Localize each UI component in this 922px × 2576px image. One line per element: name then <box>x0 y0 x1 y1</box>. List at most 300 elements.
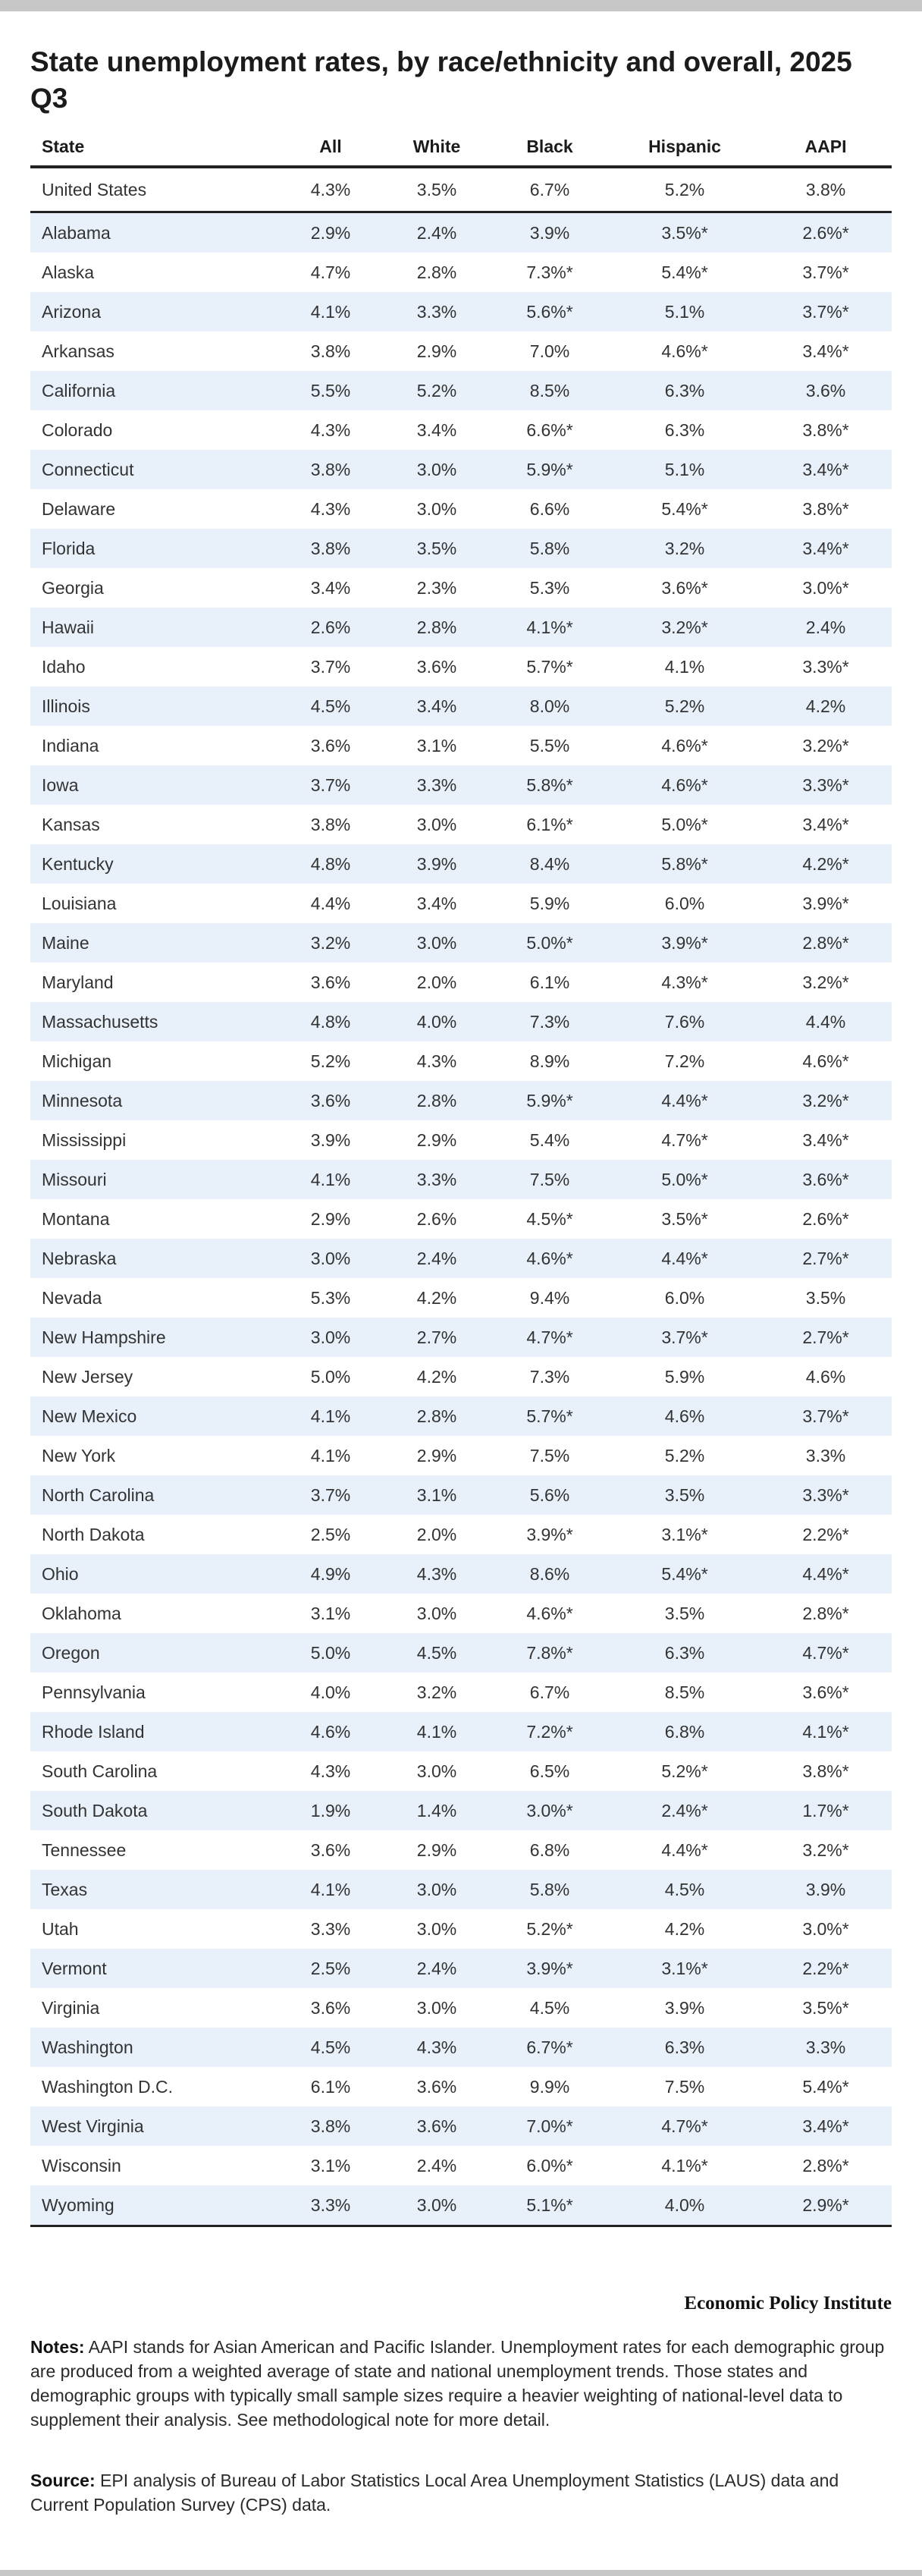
table-cell-white: 4.3% <box>416 1051 457 1071</box>
notes-label: Notes: <box>30 2337 85 2357</box>
table-cell-black: 5.9%* <box>490 450 610 489</box>
table-cell-all: 4.9% <box>278 1554 384 1594</box>
table-row <box>30 1554 892 1594</box>
table-cell-all: 3.1% <box>310 1603 351 1623</box>
table-cell-hispanic: 4.6% <box>610 1396 760 1436</box>
table-cell-black: 4.5%* <box>526 1208 573 1229</box>
table-cell-white: 3.0% <box>416 814 457 834</box>
table-cell-state: Hawaii <box>30 608 278 647</box>
notes-text: AAPI stands for Asian American and Pacific Islander. Unemployment rates for each demographic group are produced from a weighted average of state and national unemployment trends. Those states and demographic groups with typically small sample sizes require a heavier weighting of national-level data to supplement their analysis. See methodological note for more detail. <box>30 2337 885 2430</box>
table-cell-white: 3.0% <box>384 2185 490 2226</box>
table-cell-all: 3.4% <box>310 577 351 598</box>
table-cell-hispanic: 7.2% <box>664 1051 705 1071</box>
table-cell-white: 1.4% <box>384 1791 490 1830</box>
table-cell-hispanic: 6.3% <box>664 419 705 440</box>
table-cell-hispanic: 3.2% <box>610 529 760 568</box>
table-cell-hispanic: 5.2% <box>664 1445 705 1465</box>
table-cell-hispanic: 5.4%* <box>661 262 708 282</box>
table-cell-aapi: 3.8%* <box>802 498 849 519</box>
table-cell-black: 7.0% <box>529 341 570 361</box>
table-row <box>30 1120 892 1160</box>
unemployment-table <box>30 127 892 2227</box>
table-cell-white: 2.4% <box>384 1949 490 1988</box>
table-cell-white: 3.0% <box>384 450 490 489</box>
table-cell-white: 3.6% <box>384 2106 490 2146</box>
table-cell-hispanic: 5.0%* <box>661 814 708 834</box>
table-row <box>30 212 892 253</box>
table-cell-state: Arizona <box>30 292 278 331</box>
table-cell-hispanic: 6.3% <box>610 2028 760 2067</box>
table-cell-white: 3.0% <box>416 1918 457 1939</box>
table-cell-black: 6.6% <box>529 498 570 519</box>
table-row <box>30 2185 892 2226</box>
table-cell-black: 8.5% <box>490 371 610 410</box>
table-cell-state: Montana <box>42 1208 110 1229</box>
table-cell-aapi: 3.4%* <box>802 814 849 834</box>
table-row <box>30 1041 892 1081</box>
table-cell-hispanic: 4.6%* <box>661 735 708 756</box>
table-cell-black: 8.9% <box>529 1051 570 1071</box>
table-cell-all: 4.8% <box>278 844 384 884</box>
table-cell-all: 3.8% <box>310 814 351 834</box>
table-cell-black: 5.3% <box>529 577 570 598</box>
table-cell-hispanic: 8.5% <box>664 1682 705 1702</box>
table-cell-black: 5.6%* <box>490 292 610 331</box>
table-row <box>30 1870 892 1909</box>
table-cell-black: 6.7%* <box>490 2028 610 2067</box>
table-cell-white: 2.4% <box>416 2155 457 2175</box>
table-cell-all: 5.0% <box>278 1633 384 1673</box>
table-cell-all: 3.1% <box>310 2155 351 2175</box>
table-cell-all: 4.3% <box>310 498 351 519</box>
table-cell-black: 8.0% <box>490 686 610 726</box>
source-label: Source: <box>30 2471 96 2490</box>
table-cell-black: 3.9%* <box>490 1949 610 1988</box>
table-cell-white: 4.3% <box>384 2028 490 2067</box>
table-row <box>30 450 892 489</box>
table-cell-aapi: 4.4%* <box>760 1554 892 1594</box>
table-cell-state: Connecticut <box>30 450 278 489</box>
table-cell-white: 2.9% <box>416 1445 457 1465</box>
table-cell-all: 2.5% <box>278 1949 384 1988</box>
table-cell-white: 3.3% <box>384 1160 490 1199</box>
table-cell-hispanic: 4.7%* <box>610 2106 760 2146</box>
table-cell-black: 7.5% <box>529 1445 570 1465</box>
table-cell-white: 2.8% <box>384 608 490 647</box>
table-cell-state: Louisiana <box>42 893 117 913</box>
table-cell-all: 4.1% <box>310 1445 351 1465</box>
table-cell-all: 2.5% <box>310 1524 351 1544</box>
table-cell-black: 4.6%* <box>490 1239 610 1278</box>
table-cell-aapi: 3.2%* <box>802 972 849 992</box>
table-cell-state: Arkansas <box>42 341 114 361</box>
table-cell-aapi: 3.5% <box>805 1287 846 1308</box>
table-cell-aapi: 3.6%* <box>802 1682 849 1702</box>
table-cell-aapi: 3.6% <box>760 371 892 410</box>
table-cell-all: 3.6% <box>310 1997 351 2018</box>
table-cell-black: 8.6% <box>490 1554 610 1594</box>
table-row <box>30 1081 892 1120</box>
table-cell-hispanic: 4.4%* <box>610 1239 760 1278</box>
table-cell-aapi: 2.2%* <box>802 1524 849 1544</box>
table-cell-state: California <box>30 371 278 410</box>
table-cell-hispanic: 5.9% <box>664 1366 705 1387</box>
table-cell-all: 3.6% <box>310 735 351 756</box>
table-cell-white: 3.6% <box>416 2076 457 2097</box>
table-cell-black: 6.5% <box>529 1761 570 1781</box>
table-cell-state: Alabama <box>30 212 278 253</box>
table-cell-white: 3.5% <box>384 529 490 568</box>
table-row <box>30 2106 892 2146</box>
table-cell-state: Colorado <box>42 419 113 440</box>
chart-title: State unemployment rates, by race/ethnicity and overall, 2025 Q3 <box>30 46 852 114</box>
table-cell-black: 5.5% <box>529 735 570 756</box>
table-row <box>30 1318 892 1357</box>
table-cell-aapi: 2.7%* <box>760 1239 892 1278</box>
table-cell-state: Virginia <box>42 1997 100 2018</box>
table-row <box>30 371 892 410</box>
table-cell-white: 2.8% <box>384 1081 490 1120</box>
column-header-black: Black <box>490 127 610 167</box>
table-cell-state: Minnesota <box>30 1081 278 1120</box>
table-cell-black: 4.5% <box>529 1997 570 2018</box>
table-cell-black: 7.3% <box>490 1002 610 1041</box>
table-cell-hispanic: 4.1%* <box>661 2155 708 2175</box>
table-cell-state: Alaska <box>42 262 95 282</box>
table-cell-all: 4.1% <box>278 1870 384 1909</box>
table-row <box>30 1673 892 1712</box>
table-cell-state: North Carolina <box>30 1475 278 1515</box>
table-cell-aapi: 3.7%* <box>802 262 849 282</box>
table-cell-white: 3.3% <box>384 292 490 331</box>
table-cell-all: 3.3% <box>278 2185 384 2226</box>
table-cell-hispanic: 6.0% <box>664 893 705 913</box>
table-cell-aapi: 3.2%* <box>802 735 849 756</box>
table-cell-aapi: 3.8% <box>760 167 892 212</box>
table-cell-aapi: 3.8%* <box>802 419 849 440</box>
table-row <box>30 1002 892 1041</box>
table-cell-hispanic: 5.2% <box>610 686 760 726</box>
table-cell-state: Delaware <box>42 498 116 519</box>
table-cell-hispanic: 6.3% <box>610 1633 760 1673</box>
table-cell-aapi: 2.6%* <box>760 212 892 253</box>
table-cell-all: 4.3% <box>278 167 384 212</box>
table-cell-aapi: 3.3%* <box>802 656 849 677</box>
column-header-aapi: AAPI <box>760 127 892 167</box>
table-row <box>30 1396 892 1436</box>
table-cell-all: 5.5% <box>278 371 384 410</box>
table-row <box>30 1712 892 1751</box>
table-row <box>30 884 892 923</box>
table-cell-state: Kansas <box>42 814 100 834</box>
table-cell-black: 9.4% <box>529 1287 570 1308</box>
table-cell-white: 3.1% <box>384 1475 490 1515</box>
table-cell-state: Washington D.C. <box>42 2076 173 2097</box>
table-row <box>30 963 892 1002</box>
table-cell-black: 5.0%* <box>490 923 610 963</box>
table-cell-white: 2.8% <box>384 1396 490 1436</box>
table-cell-all: 4.5% <box>278 686 384 726</box>
table-cell-state: Tennessee <box>42 1839 127 1860</box>
table-row <box>30 2028 892 2067</box>
table-cell-hispanic: 4.4%* <box>610 1081 760 1120</box>
table-cell-white: 2.9% <box>416 1129 457 1150</box>
table-cell-all: 5.3% <box>310 1287 351 1308</box>
table-cell-state: Maine <box>30 923 278 963</box>
table-cell-black: 6.8% <box>529 1839 570 1860</box>
table-cell-black: 5.2%* <box>526 1918 573 1939</box>
table-cell-white: 3.0% <box>416 1997 457 2018</box>
table-cell-hispanic: 5.2%* <box>661 1761 708 1781</box>
table-cell-white: 5.2% <box>384 371 490 410</box>
table-cell-aapi: 2.6%* <box>802 1208 849 1229</box>
table-cell-state: Rhode Island <box>30 1712 278 1751</box>
table-cell-black: 3.9%* <box>526 1524 573 1544</box>
table-cell-state: Mississippi <box>42 1129 127 1150</box>
table-cell-aapi: 4.2%* <box>760 844 892 884</box>
table-cell-hispanic: 3.5% <box>610 1475 760 1515</box>
table-cell-state: Indiana <box>42 735 99 756</box>
table-cell-all: 3.8% <box>278 2106 384 2146</box>
table-cell-state: Michigan <box>42 1051 112 1071</box>
table-cell-aapi: 2.8%* <box>802 2155 849 2175</box>
table-cell-aapi: 2.7%* <box>760 1318 892 1357</box>
source-paragraph <box>30 2468 892 2517</box>
table-cell-hispanic: 5.0%* <box>610 1160 760 1199</box>
table-cell-white: 3.4% <box>416 419 457 440</box>
table-cell-aapi: 3.5%* <box>802 1997 849 2018</box>
table-cell-aapi: 4.1%* <box>760 1712 892 1751</box>
table-cell-black: 3.9% <box>490 212 610 253</box>
column-header-white: White <box>384 127 490 167</box>
table-cell-hispanic: 5.2% <box>610 167 760 212</box>
table-cell-black: 7.0%* <box>490 2106 610 2146</box>
table-cell-aapi: 4.2% <box>760 686 892 726</box>
table-cell-white: 3.0% <box>416 1761 457 1781</box>
table-cell-hispanic: 6.0% <box>664 1287 705 1308</box>
table-cell-aapi: 2.8%* <box>760 923 892 963</box>
table-cell-hispanic: 5.4%* <box>610 1554 760 1594</box>
table-cell-state: Georgia <box>42 577 104 598</box>
table-cell-all: 3.9% <box>310 1129 351 1150</box>
table-cell-black: 7.3%* <box>526 262 573 282</box>
table-cell-black: 6.7% <box>529 1682 570 1702</box>
table-cell-all: 3.0% <box>278 1318 384 1357</box>
table-cell-black: 6.0%* <box>526 2155 573 2175</box>
table-cell-black: 5.8% <box>490 1870 610 1909</box>
table-cell-hispanic: 4.3%* <box>661 972 708 992</box>
table-cell-aapi: 3.3%* <box>760 1475 892 1515</box>
table-cell-aapi: 3.4%* <box>802 1129 849 1150</box>
summary-row-united-states <box>30 167 892 212</box>
table-row <box>30 923 892 963</box>
table-cell-white: 2.0% <box>416 1524 457 1544</box>
table-cell-black: 5.9% <box>529 893 570 913</box>
top-frame-bar <box>0 0 922 11</box>
table-cell-black: 5.7%* <box>526 656 573 677</box>
table-cell-hispanic: 3.6%* <box>661 577 708 598</box>
table-cell-hispanic: 6.8% <box>610 1712 760 1751</box>
table-cell-black: 5.8% <box>490 529 610 568</box>
table-cell-all: 3.7% <box>278 765 384 805</box>
table-cell-black: 5.7%* <box>490 1396 610 1436</box>
table-cell-aapi: 3.4%* <box>802 341 849 361</box>
table-row <box>30 1949 892 1988</box>
table-cell-all: 5.0% <box>310 1366 351 1387</box>
table-cell-all: 4.4% <box>310 893 351 913</box>
table-cell-state: Ohio <box>30 1554 278 1594</box>
table-cell-hispanic: 4.6%* <box>610 765 760 805</box>
table-cell-state: Idaho <box>42 656 86 677</box>
table-cell-aapi: 3.9% <box>760 1870 892 1909</box>
table-cell-hispanic: 3.1%* <box>610 1949 760 1988</box>
table-cell-aapi: 1.7%* <box>760 1791 892 1830</box>
table-cell-white: 2.3% <box>416 577 457 598</box>
column-header-hispanic: Hispanic <box>610 127 760 167</box>
table-cell-state: New Jersey <box>42 1366 133 1387</box>
table-cell-all: 6.1% <box>310 2076 351 2097</box>
table-cell-all: 3.8% <box>278 529 384 568</box>
table-cell-white: 4.2% <box>416 1287 457 1308</box>
table-cell-aapi: 3.9%* <box>802 893 849 913</box>
table-row <box>30 410 892 450</box>
table-cell-state: Massachusetts <box>30 1002 278 1041</box>
table-row <box>30 1515 892 1554</box>
table-cell-white: 4.0% <box>384 1002 490 1041</box>
table-cell-black: 6.1% <box>529 972 570 992</box>
table-cell-aapi: 4.6% <box>805 1366 846 1387</box>
table-row <box>30 1239 892 1278</box>
table-cell-aapi: 3.0%* <box>802 1918 849 1939</box>
table-cell-hispanic: 3.5% <box>664 1603 705 1623</box>
table-cell-hispanic: 5.1% <box>610 292 760 331</box>
table-cell-all: 3.7% <box>278 1475 384 1515</box>
table-row <box>30 2146 892 2185</box>
table-cell-black: 6.7% <box>490 167 610 212</box>
table-cell-all: 3.6% <box>310 972 351 992</box>
table-row <box>30 331 892 371</box>
table-cell-black: 7.8%* <box>490 1633 610 1673</box>
table-cell-hispanic: 7.5% <box>664 2076 705 2097</box>
table-row <box>30 726 892 765</box>
table-cell-aapi: 3.3%* <box>760 765 892 805</box>
table-cell-white: 3.6% <box>416 656 457 677</box>
table-cell-state: Wisconsin <box>42 2155 121 2175</box>
table-row <box>30 2067 892 2106</box>
table-cell-all: 3.2% <box>278 923 384 963</box>
table-cell-hispanic: 5.4%* <box>661 498 708 519</box>
table-cell-all: 4.8% <box>278 1002 384 1041</box>
table-cell-all: 4.1% <box>278 1396 384 1436</box>
table-row <box>30 253 892 292</box>
table-cell-state: Missouri <box>30 1160 278 1199</box>
table-row <box>30 1160 892 1199</box>
table-cell-state: Utah <box>42 1918 79 1939</box>
table-cell-all: 2.6% <box>278 608 384 647</box>
table-cell-all: 4.5% <box>278 2028 384 2067</box>
table-row <box>30 1357 892 1396</box>
table-cell-hispanic: 3.2%* <box>610 608 760 647</box>
table-cell-state: Kentucky <box>30 844 278 884</box>
table-cell-white: 4.5% <box>384 1633 490 1673</box>
table-cell-aapi: 3.4%* <box>760 2106 892 2146</box>
table-row <box>30 1436 892 1475</box>
table-cell-all: 4.0% <box>310 1682 351 1702</box>
table-cell-aapi: 4.4% <box>760 1002 892 1041</box>
table-cell-aapi: 3.4%* <box>760 529 892 568</box>
table-cell-state: United States <box>30 167 278 212</box>
table-cell-aapi: 3.3% <box>760 2028 892 2067</box>
table-cell-aapi: 3.6%* <box>760 1160 892 1199</box>
table-cell-black: 3.0%* <box>490 1791 610 1830</box>
table-cell-state: New Mexico <box>30 1396 278 1436</box>
column-header-all: All <box>278 127 384 167</box>
table-cell-state: Wyoming <box>30 2185 278 2226</box>
table-cell-hispanic: 3.5%* <box>661 1208 708 1229</box>
table-cell-hispanic: 4.1% <box>664 656 705 677</box>
table-cell-state: Washington <box>30 2028 278 2067</box>
table-cell-all: 4.1% <box>278 292 384 331</box>
column-header-state: State <box>30 127 278 167</box>
table-cell-black: 5.1%* <box>490 2185 610 2226</box>
table-row <box>30 529 892 568</box>
table-cell-white: 2.6% <box>416 1208 457 1229</box>
table-cell-white: 4.3% <box>384 1554 490 1594</box>
table-cell-hispanic: 4.4%* <box>661 1839 708 1860</box>
table-cell-white: 4.2% <box>416 1366 457 1387</box>
table-cell-state: West Virginia <box>30 2106 278 2146</box>
table-cell-hispanic: 6.3% <box>610 371 760 410</box>
table-cell-hispanic: 3.9%* <box>610 923 760 963</box>
table-row <box>30 647 892 686</box>
table-row <box>30 608 892 647</box>
table-cell-all: 3.8% <box>310 341 351 361</box>
table-cell-aapi: 3.8%* <box>802 1761 849 1781</box>
table-cell-black: 5.9%* <box>490 1081 610 1120</box>
table-cell-state: Maryland <box>42 972 114 992</box>
table-cell-state: Oregon <box>30 1633 278 1673</box>
table-cell-hispanic: 4.2% <box>664 1918 705 1939</box>
table-cell-black: 6.1%* <box>526 814 573 834</box>
table-cell-white: 3.0% <box>416 1603 457 1623</box>
table-cell-white: 2.8% <box>416 262 457 282</box>
table-cell-all: 3.7% <box>310 656 351 677</box>
table-cell-all: 3.3% <box>310 1918 351 1939</box>
table-row <box>30 686 892 726</box>
table-cell-aapi: 4.7%* <box>760 1633 892 1673</box>
bottom-frame-bar <box>0 2570 922 2576</box>
table-cell-hispanic: 3.1%* <box>661 1524 708 1544</box>
table-cell-aapi: 5.4%* <box>802 2076 849 2097</box>
table-cell-aapi: 2.4% <box>760 608 892 647</box>
table-cell-all: 4.3% <box>310 419 351 440</box>
table-row <box>30 1633 892 1673</box>
table-cell-white: 3.0% <box>384 1870 490 1909</box>
table-cell-state: North Dakota <box>42 1524 145 1544</box>
table-cell-state: Florida <box>30 529 278 568</box>
table-cell-white: 3.0% <box>416 498 457 519</box>
table-cell-all: 4.7% <box>310 262 351 282</box>
table-cell-hispanic: 7.6% <box>610 1002 760 1041</box>
table-cell-state: Iowa <box>30 765 278 805</box>
table-cell-black: 4.7%* <box>490 1318 610 1357</box>
table-cell-state: Oklahoma <box>42 1603 121 1623</box>
table-cell-black: 6.6%* <box>526 419 573 440</box>
table-cell-state: Vermont <box>30 1949 278 1988</box>
table-cell-white: 3.3% <box>384 765 490 805</box>
table-cell-hispanic: 4.6%* <box>661 341 708 361</box>
table-cell-all: 4.6% <box>278 1712 384 1751</box>
